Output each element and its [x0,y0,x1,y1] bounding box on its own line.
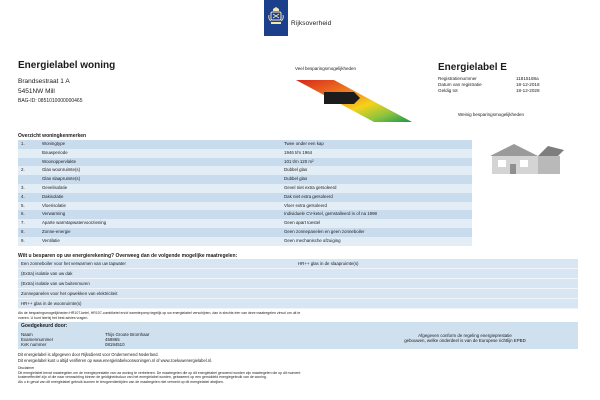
kenmerken-table [18,140,472,246]
table-row [18,175,472,184]
advice-cell [298,289,578,298]
table-row [18,149,472,158]
row-num: 8. [21,228,25,234]
approved-box [18,322,578,349]
note-line: Als de besparingsmogelijkheden HR107-ketel, HR107-combiketel en/of warmtepomp tegelijk op uw energielabel verschijnen, dan is slechts één van deze maatregelen zinvol om uit te [18,311,301,315]
row-name: Woningtype [42,141,66,146]
meta-value: 18-12-2028 [516,88,540,93]
table-row [18,166,472,175]
row-value: Twee onder een kap [284,141,324,146]
meta-value: 18-12-2018 [516,82,540,87]
label-box [438,62,582,94]
advice-cell [298,269,578,278]
meta-key: Registratienummer [438,76,477,81]
label-title: Energielabel E [438,62,507,73]
label-meta [438,76,582,94]
table-row [18,158,472,167]
table-row [18,193,472,202]
address-street: Brandsestraat 1 A [18,78,70,85]
advice-row [18,289,578,299]
row-num: 6. [21,211,25,217]
row-name: Glas slaapruimte(s) [42,176,81,182]
footer-line: Dit energielabel is afgegeven door Rijksdienst voor Ondernemend Nederland. [18,352,159,357]
row-num: 9. [21,237,25,243]
approved-key: KvK nummer [21,342,47,347]
energy-scale-icon [294,74,414,124]
advice-row [18,269,578,279]
row-num [18,175,32,184]
advice-cell: (Extra) isolatie van uw dak [21,271,73,276]
advice-row [18,299,578,309]
advice-row [18,279,578,289]
row-num: 1. [21,141,25,146]
advice-cell [298,299,578,308]
row-value: Geen zonnepanelen en geen zonneboiler [284,228,365,234]
advice-cell [298,279,578,288]
row-name: Verwarming [42,211,66,217]
row-value: Dubbel glas [284,176,308,182]
row-value: Vloer extra geïsoleerd [284,202,327,208]
rijksoverheid-crest-icon [267,6,285,28]
table-row [18,140,472,149]
row-name: Aparte warmtapwatervoorziening [42,220,107,226]
row-num: 4. [21,193,25,199]
table-row [18,184,472,193]
scale-top-label: Veel besparingsmogelijkheden [295,66,357,71]
page-title: Energielabel woning [18,60,116,71]
disclaimer [18,366,578,384]
table-row [18,228,472,237]
row-value: Dak niet extra geïsoleerd [284,193,333,199]
conform-text [354,333,576,343]
approved-key: Examennummer [21,337,54,342]
advice-cell: (Extra) isolatie van uw buitenmuren [21,281,90,286]
approved-value: Thijs Groote Bromhaar [105,332,150,337]
row-name: Gevelisolatie [42,184,68,190]
row-name: Bouwperiode [42,149,68,155]
disclaimer-line: Dit energielabel bevat maatregelen om de energieprestatie van uw woning te verbeteren. De maatregelen die op dit energielabel genoemd worden zijn maatregelen die op dit moment [18,370,301,375]
row-num: 3. [21,184,25,190]
row-value: 101 t/m 120 m² [284,158,314,164]
conform-line: Afgegeven conform de regeling energieprestatie [418,333,512,338]
row-value: Geen mechanische afzuiging [284,237,341,243]
row-value: Individuele CV-ketel, geïnstalleerd in of na 1998 [284,211,377,217]
row-num: 5. [21,202,25,208]
table-row [18,210,472,219]
house-icon [484,140,568,176]
header [0,0,600,50]
row-num: 7. [21,220,25,226]
advice-cell: Zonnepanelen voor het opwekken van elektriciteit [21,291,118,296]
table-row [18,202,472,211]
scale-bottom-label: Weinig besparingsmogelijkheden [458,112,524,117]
disclaimer-line: Als u in geval van dit energielabel gebruik kunnen te terugverdientijden van de maatregelen niet vermeld op dit energielabel afwijken. [18,379,224,384]
row-num [18,149,32,158]
row-name: Vloerisolatie [42,202,66,208]
table-row [18,219,472,228]
row-name: Zonne-energie [42,228,71,234]
row-value: Gevel niet extra geïsoleerd [284,184,337,190]
advice-cell: HR++ glas in de slaapruimte(s) [298,261,359,266]
row-name: Ventilatie [42,237,60,243]
advice-cell: HR++ glas in de woonruimte(s) [21,301,82,306]
meta-value: 11815188a [516,76,539,81]
row-value: 1946 t/m 1964 [284,149,313,155]
approved-title: Goedgekeurd door: [21,323,68,329]
note-line: voeren. U kunt hierbij het best advies vragen. [18,315,89,320]
address-postcode-city: 5451NW Mill [18,88,55,95]
advice-row [18,259,578,269]
row-value: Geen apart toestel [284,220,321,226]
table-row [18,237,472,246]
advice-cell: Een zonneboiler voor het verwarmen van uw tapwater [21,261,126,266]
meta-key: Geldig tot [438,88,458,93]
row-value: Dubbel glas [284,167,308,173]
disclaimer-line: kosteneffectief zijn of die naar verwachting binnen de geldigheidsduur van het energielabel worden, gebaseerd op een gemiddeld energiegebruik van de woning. [18,375,267,379]
rijksoverheid-logo [264,0,288,36]
row-num: 2. [21,167,25,173]
approved-key: Naam [21,332,33,337]
advice-note [18,311,578,320]
meta-key: Datum van registratie [438,82,482,87]
approved-value: 08194510 [105,342,125,347]
approved-value: 459865 [105,337,120,342]
disclaimer-title: Disclaimer [18,366,35,370]
row-name: Glas woonruimte(s) [42,167,81,173]
advice-table [18,259,578,309]
kenmerken-title: Overzicht woningkenmerken [18,133,87,139]
row-name: Woonoppervlakte [42,158,77,164]
row-num [18,158,32,167]
advice-title: Wilt u besparen op uw energierekening? Overweeg dan de volgende mogelijke maatregelen: [18,253,238,259]
footer-line: Dit energielabel kunt u altijd verifiëren op www.energielabelvoorwoningen.nl of www.zoekuwenergielabel.nl. [18,358,213,363]
row-name: Dakisolatie [42,193,64,199]
conform-line: gebouwen, welke onderdeel is van de Europese richtlijn EPBD [404,338,526,344]
meta-row [438,88,582,94]
gov-name: Rijksoverheid [291,20,332,27]
bag-id: BAG-ID: 0851010000000465 [18,98,83,104]
